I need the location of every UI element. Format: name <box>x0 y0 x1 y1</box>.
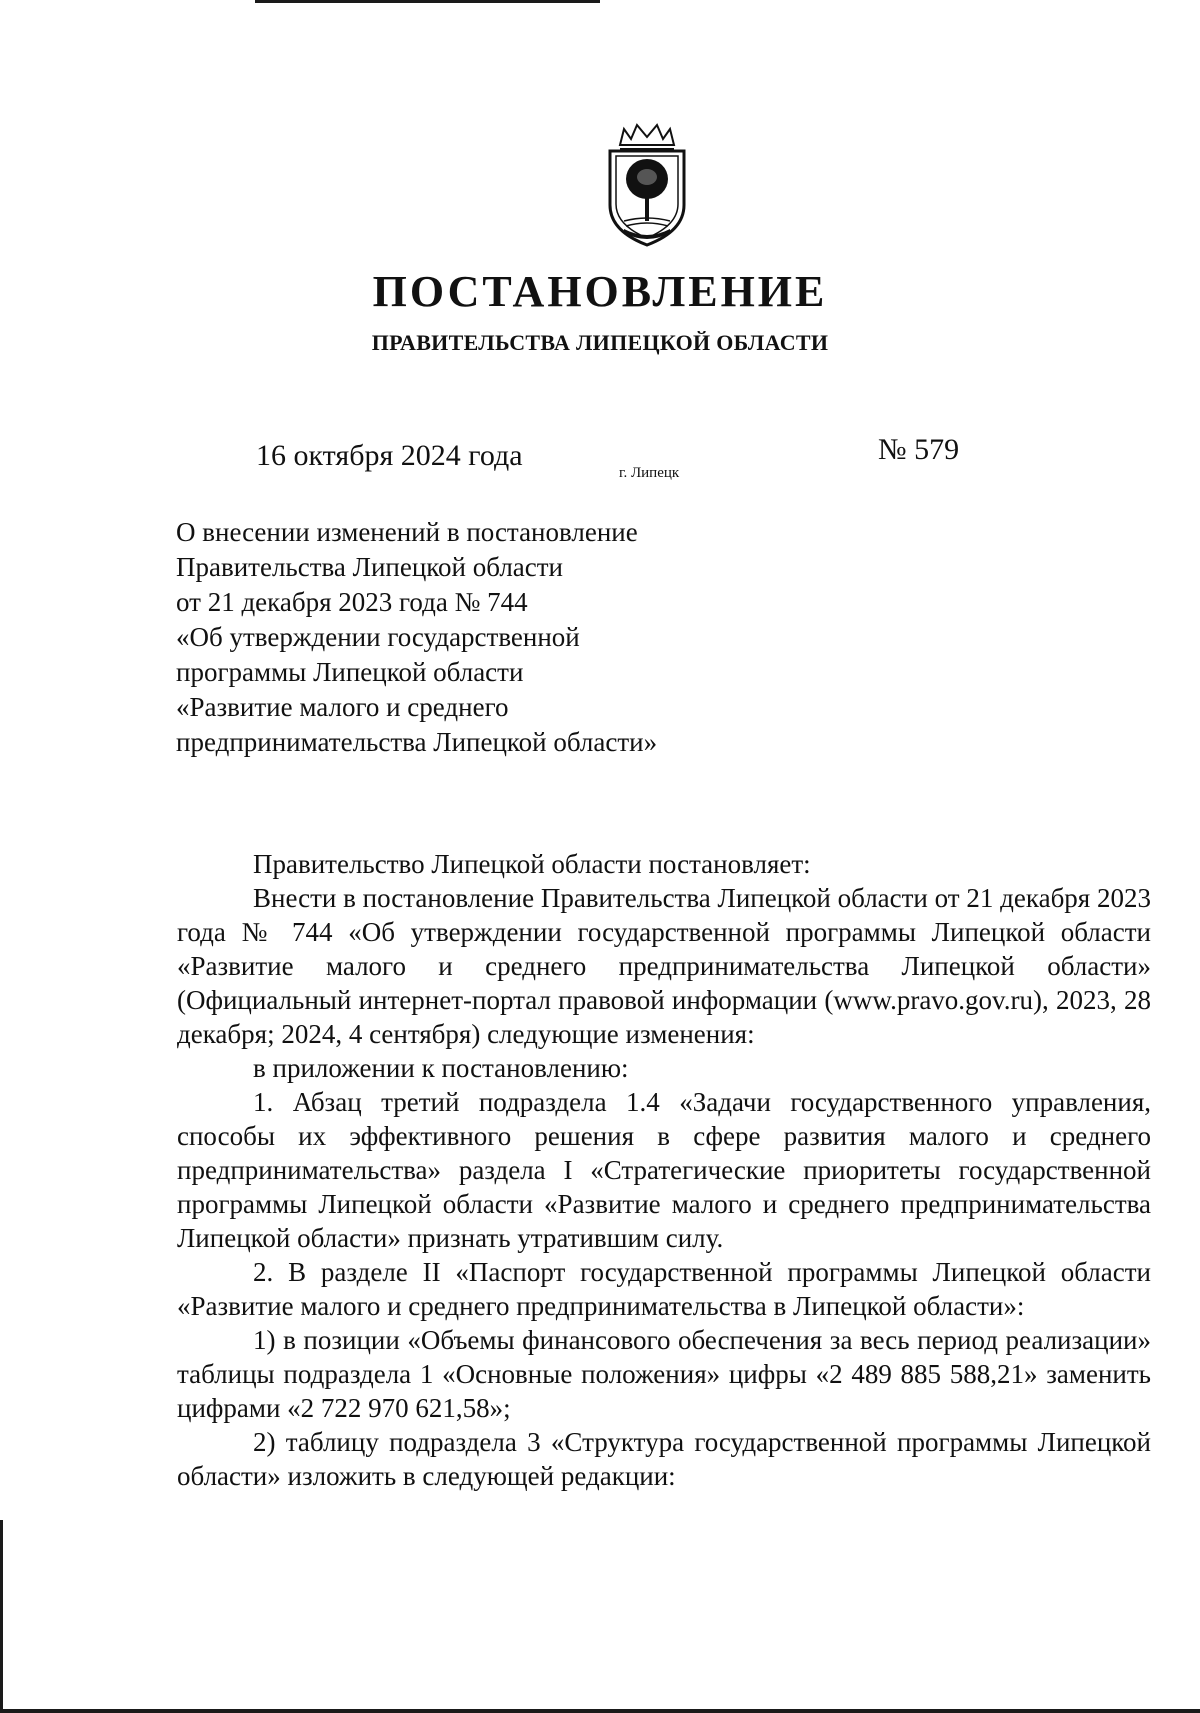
document-city: г. Липецк <box>619 465 680 481</box>
title-line: О внесении изменений в постановление <box>176 517 638 547</box>
document-number: № 579 <box>878 433 960 466</box>
title-line: программы Липецкой области <box>176 657 524 687</box>
title-line: Правительства Липецкой области <box>176 552 564 582</box>
title-line: предпринимательства Липецкой области» <box>176 727 658 757</box>
body-paragraph: 2) таблицу подраздела 3 «Структура государственной программы Липецкой области» изложить в следующей редакции: <box>177 1427 1151 1491</box>
document-type: ПОСТАНОВЛЕНИЕ <box>372 267 828 316</box>
title-line: «Развитие малого и среднего <box>176 692 509 722</box>
body-paragraph: 1) в позиции «Объемы финансового обеспечения за весь период реализации» таблицы подраздела 1 «Основные положения» цифры «2 489 885 588,21» заменить цифрами «2 722 970 621,58»; <box>177 1325 1151 1423</box>
body-paragraph: 1. Абзац третий подраздела 1.4 «Задачи государственного управления, способы их эффективного решения в сфере развития малого и среднего предпринимательства» раздела I «Стратегические приоритеты государственной программы Липецкой области «Развитие малого и среднего предпринимательства Липецкой области» признать утратившим силу. <box>177 1087 1151 1253</box>
scan-top-edge <box>255 0 600 3</box>
title-line: «Об утверждении государственной <box>176 622 580 652</box>
body-paragraph: Внести в постановление Правительства Липецкой области от 21 декабря 2023 года № 744 «Об утверждении государственной программы Липецкой области «Развитие малого и среднего предпринимательства Липецкой области» (Официальный интернет-портал правовой информации (www.pravo.gov.ru), 2023, 28 декабря; 2024, 4 сентября) следующие изменения: <box>177 883 1151 1049</box>
document-title <box>176 515 776 760</box>
scan-left-edge <box>0 1520 3 1713</box>
body-paragraph: в приложении к постановлению: <box>253 1053 629 1083</box>
title-line: от 21 декабря 2023 года № 744 <box>176 587 528 617</box>
document-body <box>177 847 1151 1493</box>
document-date: 16 октября 2024 года <box>256 439 523 472</box>
body-paragraph: Правительство Липецкой области постановляет: <box>253 849 811 879</box>
coat-of-arms-icon <box>604 123 690 249</box>
body-paragraph: 2. В разделе II «Паспорт государственной программы Липецкой области «Развитие малого и среднего предпринимательства в Липецкой области»: <box>177 1257 1151 1321</box>
scan-bottom-edge <box>0 1709 1200 1713</box>
issuer: ПРАВИТЕЛЬСТВА ЛИПЕЦКОЙ ОБЛАСТИ <box>371 330 829 355</box>
